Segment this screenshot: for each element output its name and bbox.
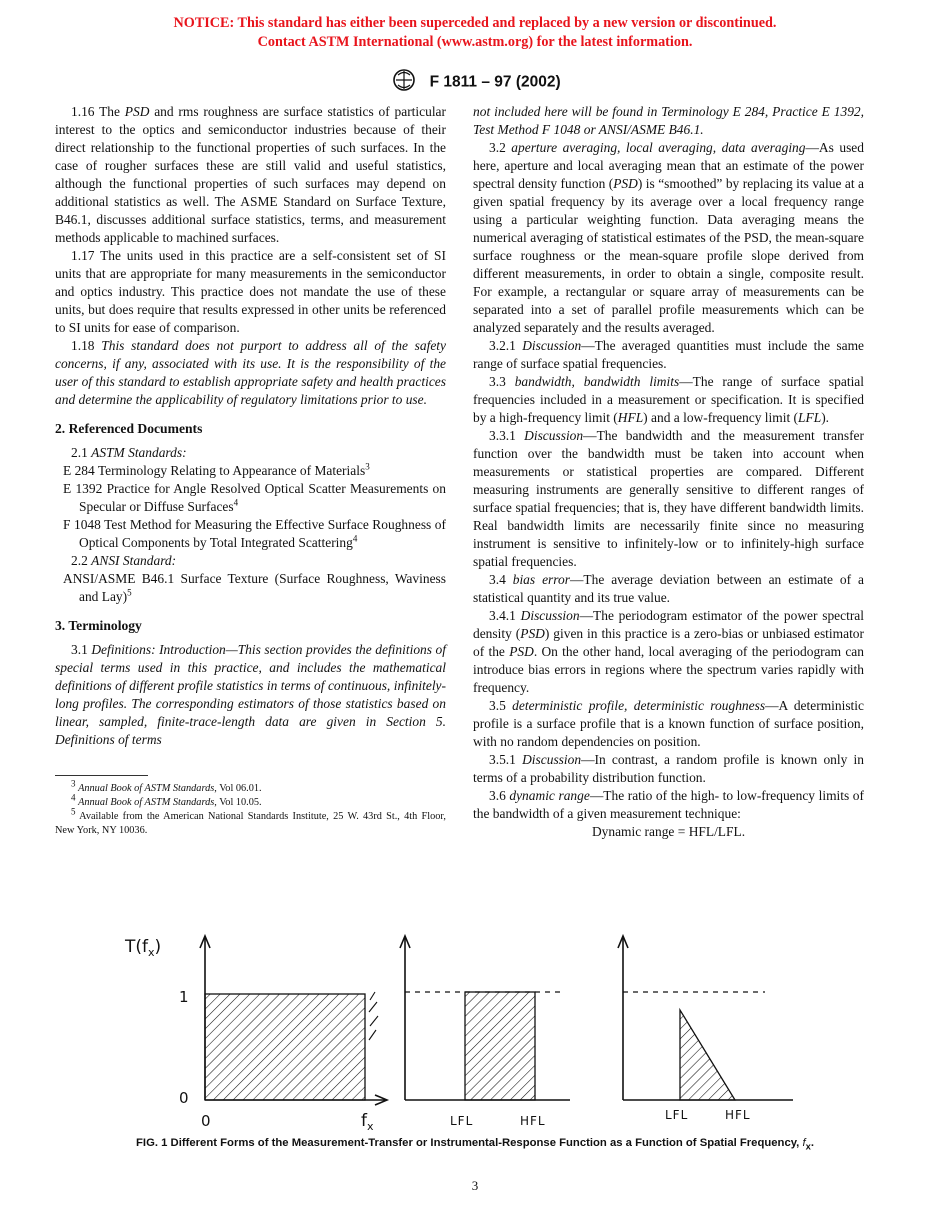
paragraph-continuation: not included here will be found in Terminology E 284, Practice E 1392, Test Method F 1048 or ANSI/ASME B46.1. (473, 104, 864, 137)
paragraph-1-17: 1.17 The units used in this practice are a self-consistent set of SI units that are appropriate for many measurements in the semiconductor and optics industry. This practice does not mandate the use of these units, but does require that results expressed in other units be referenced to SI units for ease of comparison. (55, 248, 446, 335)
footnote-4: $^4$ Annual Book of ASTM Standards, Vol 10.05. (71, 792, 262, 808)
astm-logo-icon (389, 68, 419, 97)
ref-e284: E 284 Terminology Relating to Appearance of Materials$^3$ (63, 461, 370, 478)
y-axis-label: $T(f_x)$ (125, 937, 162, 959)
paragraph-3-3: 3.3 bandwidth, bandwidth limits—The range of surface spatial frequencies included in a measurement or specification. It is specified by a high-frequency limit (HFL) and a low-frequency limit (LFL). (473, 374, 865, 425)
paragraph-3-1: 3.1 Definitions: Introduction—This section provides the definitions of special terms used in this practice, and includes the mathematical definitions of different profile statistics in terms of continuous, infinitely-long profiles. The corresponding estimators of those statistics based on linear, sampled, finite-trace-length data are given in Section 5. Definitions of terms (55, 642, 446, 747)
x-axis-label: $f_x$ (361, 1111, 374, 1133)
x-origin-label: 0 (201, 1112, 211, 1130)
panel-bandpass (400, 936, 570, 1128)
footnote-5: $^5$ Available from the American National Standards Institute, 25 W. 43rd St., 4th Floor, New York, NY 10036. (55, 806, 446, 836)
notice-line-1: NOTICE: This standard has either been superceded and replaced by a new version or discontinued. (173, 15, 777, 31)
section-2-heading: 2. Referenced Documents (55, 421, 203, 436)
figure-caption: FIG. 1 Different Forms of the Measurement-Transfer or Instrumental-Response Function as a Function of Spatial Frequency, $f_x$. (136, 1137, 814, 1152)
ref-e1392: E 1392 Practice for Angle Resolved Optical Scatter Measurements on Specular or Diffuse Surfaces$^4$ (63, 481, 446, 514)
response-area-full (205, 994, 365, 1100)
tick-one: 1 (179, 988, 189, 1006)
hfl-label: HFL (520, 1114, 546, 1128)
lfl-label-2: LFL (665, 1108, 689, 1122)
fade-hatch (369, 992, 378, 1040)
page-header (0, 68, 950, 97)
lfl-label: LFL (450, 1114, 474, 1128)
dynamic-range-equation: Dynamic range = HFL/LFL. (591, 824, 746, 839)
footnote-rule (55, 775, 148, 776)
panel-full-bandwidth (124, 936, 387, 1133)
page-number: 3 (471, 1178, 479, 1193)
left-column (55, 103, 446, 838)
paragraph-3-3-1: 3.3.1 Discussion—The bandwidth and the measurement transfer function over the bandwidth must be taken into account when measurements or statistical properties are compared. Different measuring instruments are generally sensitive to different ranges of surface spatial frequencies; that is, they have different bandwidth limits. Real bandwidth limits are necessarily finite since no measuring instrument is sensitive to infinitely-low or to infinitely-high surface spatial frequencies. (473, 428, 864, 569)
paragraph-3-5: 3.5 deterministic profile, deterministic roughness—A deterministic profile is a surface profile that is a known function of surface position, with no random dependencies on position. (473, 698, 864, 749)
notice-line-2: Contact ASTM International (www.astm.org) for the latest information. (257, 34, 693, 50)
paragraph-3-5-1: 3.5.1 Discussion—In contrast, a random profile is known only in terms of a probability distribution function. (473, 752, 864, 785)
ref-b46: ANSI/ASME B46.1 Surface Texture (Surface Roughness, Waviness and Lay)$^5$ (63, 571, 446, 604)
paragraph-1-16: 1.16 The PSD and rms roughness are surface statistics of particular interest to the optics and semiconductor industries because of their direct relationship to the functional properties of such surfaces. In the case of rougher surfaces these are still valid and useful statistics, although the functional properties of such surfaces may depend on additional statistics as well. The ASME Standard on Surface Texture, B46.1, discusses additional surface statistics, terms, and measurement methods applicable to machined surfaces. (55, 104, 446, 245)
hfl-label-2: HFL (725, 1108, 751, 1122)
subsection-2-2: 2.2 ANSI Standard: (71, 553, 177, 568)
paragraph-1-18: 1.18 This standard does not purport to address all of the safety concerns, if any, associated with its use. It is the responsibility of the user of this standard to establish appropriate safety and health practices and determine the applicability of regulatory limitations prior to use. (55, 338, 446, 407)
footnote-3: $^3$ Annual Book of ASTM Standards, Vol 06.01. (71, 778, 262, 794)
paragraph-3-4: 3.4 bias error—The average deviation between an estimate of a statistical quantity and its true value. (473, 572, 864, 605)
paragraph-3-6: 3.6 dynamic range—The ratio of the high- to low-frequency limits of the bandwidth of a given measurement technique: (473, 788, 864, 821)
figure-1 (125, 930, 805, 1135)
paragraph-3-4-1: 3.4.1 Discussion—The periodogram estimator of the power spectral density (PSD) given in this practice is a zero-bias or unbiased estimator of the PSD. On the other hand, local averaging of the periodogram can introduce bias errors in regions where the spectrum varies rapidly with frequency. (473, 608, 865, 695)
paragraph-3-2: 3.2 aperture averaging, local averaging, data averaging—As used here, aperture and local averaging mean that an estimate of the power spectral density function (PSD) is “smoothed” by replacing its value at a given spatial frequency by its average over a local frequency range using a particular weighting function. Data averaging means the numerical averaging of statistical estimates of the PSD, the mean-square surface roughness or the mean-square profile slope derived from different measurements, in order to obtain a single, composite result. For example, a rectangular or square array of measurements can be separated into a set of parallel profile measurements which can be analyzed separately and the results averaged. (473, 140, 864, 335)
tick-zero: 0 (179, 1089, 189, 1107)
paragraph-3-2-1: 3.2.1 Discussion—The averaged quantities must include the same range of surface spatial frequencies. (473, 338, 865, 371)
right-column (473, 103, 864, 841)
designation: F 1811 – 97 (2002) (429, 73, 561, 91)
response-area-triangular (680, 1010, 735, 1100)
section-3-heading: 3. Terminology (55, 618, 142, 633)
ref-f1048: F 1048 Test Method for Measuring the Effective Surface Roughness of Optical Components by Total Integrated Scattering$^4$ (63, 517, 446, 550)
response-area-bandpass (465, 992, 535, 1100)
subsection-2-1: 2.1 ASTM Standards: (71, 445, 187, 460)
notice-banner (0, 14, 950, 52)
panel-triangular (618, 936, 793, 1122)
